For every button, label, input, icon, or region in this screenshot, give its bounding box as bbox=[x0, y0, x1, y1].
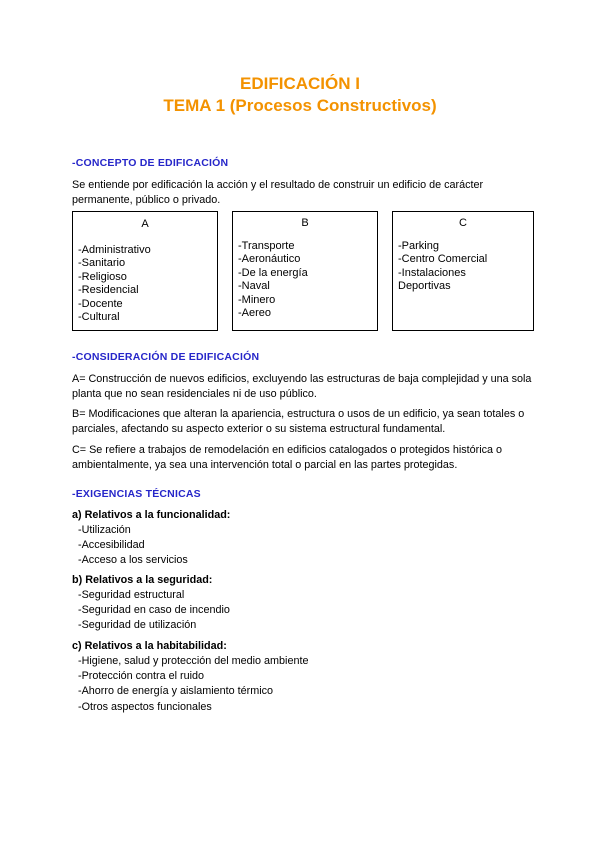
category-box-list bbox=[393, 240, 533, 294]
list-item: -Seguridad estructural bbox=[78, 589, 185, 601]
requirement-list bbox=[78, 523, 188, 569]
list-item: -Utilización bbox=[78, 524, 131, 536]
consideracion-paragraph-c: C= Se refiere a trabajos de remodelación en edificios catalogados o protegidos histórica o ambientalmente, ya sea una intervención total o parcial en las partes protegidas. bbox=[72, 444, 503, 471]
requirement-group-title: a) Relativos a la funcionalidad: bbox=[72, 509, 231, 521]
list-item: -Seguridad en caso de incendio bbox=[78, 604, 230, 617]
list-item: -Seguridad de utilización bbox=[78, 619, 197, 632]
list-item: -Higiene, salud y protección del medio ambiente bbox=[78, 655, 309, 667]
requirement-list bbox=[78, 588, 230, 634]
list-item: -Minero bbox=[238, 293, 276, 306]
section-heading-concepto: -CONCEPTO DE EDIFICACIÓN bbox=[72, 157, 229, 169]
list-item: -Protección contra el ruido bbox=[78, 670, 205, 683]
list-item: -De la energía bbox=[238, 266, 308, 279]
requirement-list bbox=[78, 654, 308, 715]
list-item: -Docente bbox=[78, 297, 123, 310]
category-box-list bbox=[233, 240, 377, 320]
list-item: -Residencial bbox=[78, 284, 139, 297]
list-item: -Naval bbox=[238, 280, 270, 293]
list-item: -Accesibilidad bbox=[78, 539, 145, 552]
list-item: -Instalaciones bbox=[398, 266, 466, 279]
list-item: -Aereo bbox=[238, 307, 272, 320]
category-box-c bbox=[392, 211, 534, 331]
document-subtitle: TEMA 1 (Procesos Constructivos) bbox=[163, 96, 437, 115]
list-item: -Religioso bbox=[78, 270, 127, 283]
requirement-group-title: b) Relativos a la seguridad: bbox=[72, 574, 213, 586]
category-box-label: C bbox=[459, 217, 467, 229]
category-box-b bbox=[232, 211, 378, 331]
list-item: -Cultural bbox=[78, 311, 120, 324]
section-heading-consideracion: -CONSIDERACIÓN DE EDIFICACIÓN bbox=[72, 351, 260, 363]
category-box-list bbox=[73, 244, 217, 324]
list-item: -Aeronáutico bbox=[238, 253, 301, 266]
list-item: Deportivas bbox=[398, 280, 451, 293]
list-item: -Ahorro de energía y aislamiento térmico bbox=[78, 685, 274, 698]
list-item: -Acceso a los servicios bbox=[78, 554, 188, 567]
list-item: -Centro Comercial bbox=[398, 253, 488, 266]
list-item: -Transporte bbox=[238, 240, 295, 252]
consideracion-paragraph-a: A= Construcción de nuevos edificios, excluyendo las estructuras de baja complejidad y una sola planta que no sean residenciales ni de uso público. bbox=[72, 373, 532, 400]
list-item: -Sanitario bbox=[78, 257, 126, 270]
list-item: -Otros aspectos funcionales bbox=[78, 700, 212, 713]
category-box-a bbox=[72, 211, 218, 331]
category-box-label: A bbox=[141, 218, 149, 230]
requirement-group-title: c) Relativos a la habitabilidad: bbox=[72, 640, 227, 652]
document-title: EDIFICACIÓN I bbox=[240, 74, 360, 93]
section-heading-exigencias: -EXIGENCIAS TÉCNICAS bbox=[72, 488, 201, 500]
list-item: -Administrativo bbox=[78, 244, 151, 256]
list-item: -Parking bbox=[398, 240, 439, 252]
category-box-label: B bbox=[301, 217, 309, 229]
consideracion-paragraph-b: B= Modificaciones que alteran la apariencia, estructura o usos de un edificio, ya sean totales o parciales, afectando su aspecto exterior o su sistema estructural fundamental. bbox=[72, 408, 525, 435]
concepto-paragraph: Se entiende por edificación la acción y el resultado de construir un edificio de carácter permanente, público o privado. bbox=[72, 179, 484, 206]
